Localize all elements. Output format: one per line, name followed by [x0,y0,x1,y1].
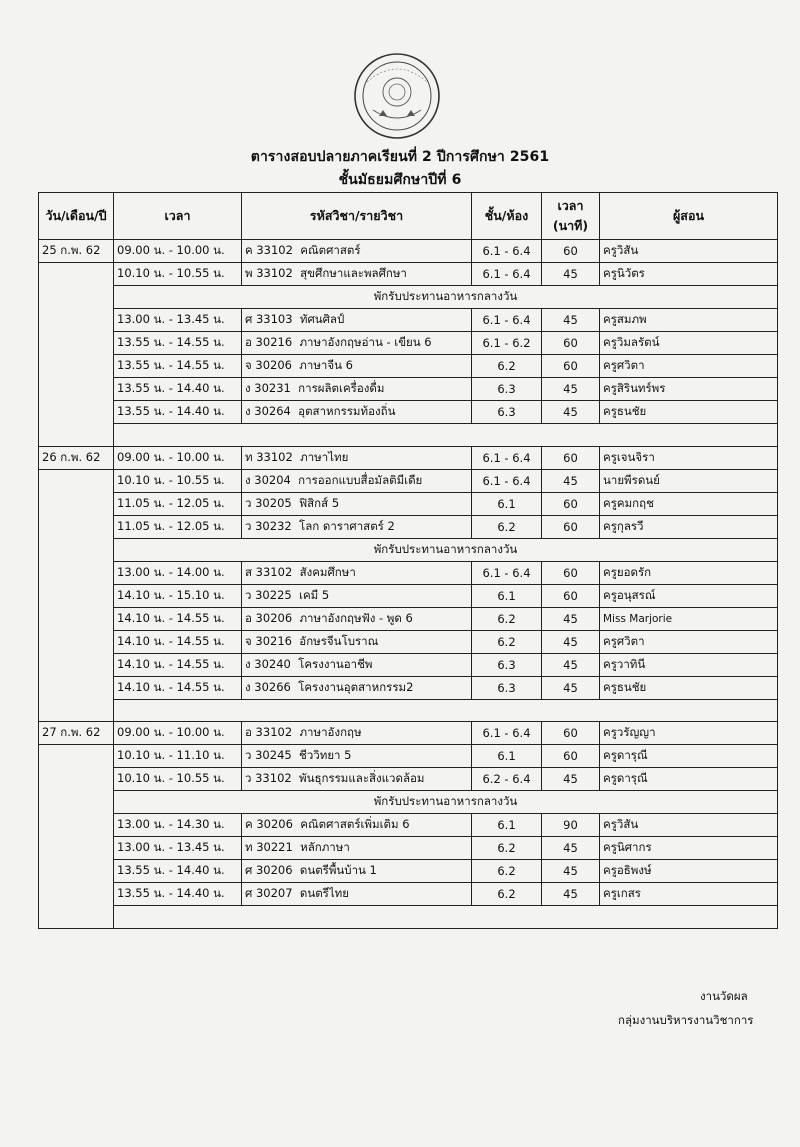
exam-room: 6.1 - 6.2 [472,332,542,355]
spacer-cell [114,424,778,447]
exam-teacher: ครูวาทินี [600,653,778,676]
exam-minutes: 45 [542,883,600,906]
exam-teacher: ครูสิรินทร์พร [600,378,778,401]
table-row [39,263,778,286]
table-row [39,653,778,676]
subject-code: ส 33102 [245,564,293,579]
day-spacer-row [39,424,778,447]
day-spacer-row [39,906,778,929]
subject-code: อ 30216 [245,335,293,349]
table-row [39,309,778,332]
table-row [39,722,778,745]
table-row [39,860,778,883]
exam-date-empty [39,309,114,332]
exam-date-empty [39,791,114,814]
subject-name: โครงงานอาชีพ [298,656,373,671]
exam-time: 14.10 น. - 14.55 น. [114,676,242,699]
exam-schedule-table [38,192,778,929]
exam-teacher: นายพีรดนย์ [600,469,778,492]
exam-teacher: Miss Marjorie [600,607,778,630]
exam-date-empty [39,653,114,676]
exam-room: 6.1 - 6.4 [472,561,542,584]
subject-code: ง 30231 [245,381,291,395]
subject-name: ภาษาจีน 6 [299,358,353,372]
exam-room: 6.1 - 6.4 [472,469,542,492]
table-row [39,446,778,469]
exam-date-empty [39,469,114,492]
table-row [39,630,778,653]
subject-code: จ 30216 [245,633,292,648]
exam-subject [242,378,472,401]
exam-teacher: ครูศวิตา [600,355,778,378]
exam-subject [242,561,472,584]
subject-name: ฟิสิกส์ 5 [299,495,340,510]
exam-teacher: ครูวิสัน [600,240,778,263]
exam-minutes: 90 [542,814,600,837]
exam-teacher: ครูนิศากร [600,837,778,860]
exam-date-empty [39,837,114,860]
table-row [39,355,778,378]
exam-minutes: 60 [542,240,600,263]
lunch-break-label: พักรับประทานอาหารกลางวัน [114,538,778,561]
subject-code: อ 30206 [245,610,293,625]
exam-teacher: ครูอนุสรณ์ [600,584,778,607]
exam-teacher: ครูวิมลรัตน์ [600,332,778,355]
lunch-break-label: พักรับประทานอาหารกลางวัน [114,791,778,814]
exam-date-empty [39,538,114,561]
exam-subject [242,240,472,263]
exam-teacher: ครูดารุณี [600,768,778,791]
exam-room: 6.1 - 6.4 [472,446,542,469]
exam-time: 13.55 น. - 14.40 น. [114,883,242,906]
exam-subject [242,355,472,378]
subject-name: ชีววิทยา 5 [299,748,352,762]
exam-minutes: 45 [542,263,600,286]
exam-date-empty [39,906,114,929]
subject-name: หลักภาษา [300,840,350,854]
header-room: ชั้น/ห้อง [472,193,542,240]
subject-code: ศ 33103 [245,312,293,326]
exam-subject [242,676,472,699]
exam-teacher: ครูวรัญญา [600,722,778,745]
table-row [39,837,778,860]
exam-minutes: 45 [542,768,600,791]
subject-separator [292,496,299,510]
subject-code: ค 33102 [245,243,293,257]
exam-room: 6.3 [472,401,542,424]
exam-time: 10.10 น. - 11.10 น. [114,745,242,768]
subject-code: ง 30240 [245,656,291,671]
subject-code: ว 30245 [245,748,292,762]
table-row [39,492,778,515]
exam-minutes: 45 [542,630,600,653]
exam-time: 13.00 น. - 14.00 น. [114,561,242,584]
exam-time: 09.00 น. - 10.00 น. [114,240,242,263]
exam-room: 6.1 - 6.4 [472,309,542,332]
lunch-break-label: พักรับประทานอาหารกลางวัน [114,286,778,309]
exam-room: 6.1 [472,584,542,607]
exam-time: 13.55 น. - 14.40 น. [114,378,242,401]
exam-time: 13.55 น. - 14.55 น. [114,355,242,378]
table-row [39,607,778,630]
subject-separator [292,565,299,579]
exam-subject [242,653,472,676]
exam-minutes: 60 [542,446,600,469]
exam-date-empty [39,378,114,401]
subject-name: คณิตศาสตร์เพิ่มเติม 6 [300,817,410,831]
subject-code: ว 30232 [245,518,292,533]
exam-time: 13.55 น. - 14.40 น. [114,860,242,883]
exam-minutes: 60 [542,355,600,378]
exam-date-empty [39,286,114,309]
exam-room: 6.2 [472,883,542,906]
subject-name: เคมี 5 [299,587,330,602]
subject-separator [292,588,299,602]
exam-time: 13.00 น. - 13.45 น. [114,837,242,860]
exam-room: 6.2 [472,515,542,538]
exam-time: 09.00 น. - 10.00 น. [114,722,242,745]
header-minutes [542,193,600,240]
exam-date-empty [39,492,114,515]
page-subtitle: ชั้นมัธยมศึกษาปีที่ 6 [338,172,462,188]
table-row [39,768,778,791]
exam-teacher: ครูกุลรวี [600,515,778,538]
exam-subject [242,860,472,883]
exam-subject [242,584,472,607]
day-spacer-row [39,699,778,722]
exam-time: 14.10 น. - 14.55 น. [114,630,242,653]
exam-teacher: ครูสมภพ [600,309,778,332]
exam-minutes: 60 [542,584,600,607]
subject-code: พ 33102 [245,266,293,280]
exam-date-empty [39,607,114,630]
exam-time: 14.10 น. - 14.55 น. [114,653,242,676]
subject-code: ง 30204 [245,472,291,487]
exam-date-empty [39,263,114,286]
exam-date-empty [39,424,114,447]
exam-date-empty [39,401,114,424]
subject-code: ว 30205 [245,495,292,510]
exam-room: 6.3 [472,653,542,676]
exam-minutes: 45 [542,401,600,424]
exam-subject [242,309,472,332]
exam-date-empty [39,355,114,378]
subject-separator [292,748,299,762]
header-date: วัน/เดือน/ปี [39,193,114,240]
exam-room: 6.1 [472,814,542,837]
exam-date-empty [39,883,114,906]
exam-room: 6.1 - 6.4 [472,722,542,745]
table-row [39,814,778,837]
exam-room: 6.2 [472,837,542,860]
subject-code: จ 30206 [245,358,292,372]
subject-separator [293,886,300,900]
exam-subject [242,263,472,286]
subject-name: ทัศนศิลป์ [299,312,345,326]
exam-room: 6.1 [472,492,542,515]
table-row [39,332,778,355]
exam-time: 13.55 น. - 14.40 น. [114,401,242,424]
exam-date: 27 ก.พ. 62 [39,722,114,745]
exam-time: 10.10 น. - 10.55 น. [114,263,242,286]
exam-date-empty [39,332,114,355]
exam-minutes: 60 [542,561,600,584]
lunch-break-row [39,538,778,561]
subject-name: ภาษาอังกฤษฟัง - พูด 6 [299,610,413,625]
exam-minutes: 45 [542,309,600,332]
exam-teacher: ครูวิสัน [600,814,778,837]
footer-group: กลุ่มงานบริหารงานวิชาการ [618,1013,754,1027]
exam-date-empty [39,860,114,883]
subject-name: การออกแบบสื่อมัลติมีเดีย [298,472,423,487]
exam-subject [242,814,472,837]
subject-name: ดนตรีไทย [299,886,349,900]
subject-name: การผลิตเครื่องดื่ม [298,381,385,395]
exam-subject [242,607,472,630]
lunch-break-row [39,791,778,814]
exam-room: 6.2 [472,630,542,653]
exam-teacher: ครูดารุณี [600,745,778,768]
subject-name: อุตสาหกรรมท้องถิ่น [298,404,396,418]
subject-name: สุขศึกษาและพลศึกษา [300,266,407,280]
subject-name: อักษรจีนโบราณ [299,633,379,648]
subject-code: ท 30221 [245,840,293,854]
exam-room: 6.1 - 6.4 [472,263,542,286]
exam-date: 26 ก.พ. 62 [39,446,114,469]
exam-teacher: ครูยอดรัก [600,561,778,584]
exam-subject [242,837,472,860]
exam-subject [242,446,472,469]
exam-minutes: 45 [542,378,600,401]
subject-name: ภาษาอังกฤษ [299,725,362,739]
exam-date: 25 ก.พ. 62 [39,240,114,263]
header-minutes-label: เวลา [557,198,584,213]
exam-date-empty [39,814,114,837]
exam-minutes: 45 [542,653,600,676]
exam-subject [242,745,472,768]
table-row [39,469,778,492]
exam-minutes: 60 [542,515,600,538]
exam-minutes: 45 [542,860,600,883]
page-title: ตารางสอบปลายภาคเรียนที่ 2 ปีการศึกษา 2561 [250,149,550,165]
subject-name: ภาษาไทย [300,449,349,464]
exam-teacher: ครูนิวัตร [600,263,778,286]
school-seal-logo [353,52,441,140]
exam-subject [242,515,472,538]
exam-time: 10.10 น. - 10.55 น. [114,469,242,492]
exam-minutes: 60 [542,332,600,355]
exam-room: 6.2 [472,355,542,378]
subject-separator [293,863,300,877]
exam-teacher: ครูเจนจิรา [600,446,778,469]
subject-code: ศ 30207 [245,886,293,900]
exam-teacher: ครูอธิพงษ์ [600,860,778,883]
table-row [39,883,778,906]
spacer-cell [114,906,778,929]
header-time: เวลา [114,193,242,240]
table-header-row [39,193,778,240]
header-teacher: ผู้สอน [600,193,778,240]
subject-separator [292,771,299,785]
subject-code: ง 30266 [245,679,291,694]
lunch-break-row [39,286,778,309]
exam-time: 13.00 น. - 13.45 น. [114,309,242,332]
table-body [39,240,778,929]
exam-teacher: ครูคมกฤช [600,492,778,515]
exam-subject [242,332,472,355]
exam-subject [242,630,472,653]
subject-name: พันธุกรรมและสิ่งแวดล้อม [299,771,425,785]
exam-time: 14.10 น. - 14.55 น. [114,607,242,630]
subject-code: ศ 30206 [245,863,293,877]
subject-name: ดนตรีพื้นบ้าน 1 [299,863,377,877]
subject-code: ว 30225 [245,587,292,602]
exam-minutes: 45 [542,837,600,860]
exam-teacher: ครูศวิตา [600,630,778,653]
spacer-cell [114,699,778,722]
exam-subject [242,768,472,791]
exam-date-empty [39,630,114,653]
subject-code: ท 33102 [245,449,293,464]
exam-time: 13.55 น. - 14.55 น. [114,332,242,355]
exam-time: 14.10 น. - 15.10 น. [114,584,242,607]
subject-name: คณิตศาสตร์ [300,243,361,257]
exam-subject [242,883,472,906]
exam-subject [242,722,472,745]
exam-time: 11.05 น. - 12.05 น. [114,515,242,538]
subject-code: ว 33102 [245,771,292,785]
subject-code: ง 30264 [245,404,291,418]
exam-minutes: 60 [542,492,600,515]
table-row [39,676,778,699]
exam-minutes: 45 [542,607,600,630]
table-row [39,561,778,584]
exam-time: 11.05 น. - 12.05 น. [114,492,242,515]
exam-time: 13.00 น. - 14.30 น. [114,814,242,837]
exam-subject [242,469,472,492]
exam-date-empty [39,515,114,538]
exam-room: 6.2 - 6.4 [472,768,542,791]
exam-time: 09.00 น. - 10.00 น. [114,446,242,469]
header-subject: รหัสวิชา/รายวิชา [242,193,472,240]
table-row [39,401,778,424]
exam-time: 10.10 น. - 10.55 น. [114,768,242,791]
subject-name: โลก ดาราศาสตร์ 2 [299,518,395,533]
exam-room: 6.3 [472,378,542,401]
exam-room: 6.1 - 6.4 [472,240,542,263]
exam-date-empty [39,676,114,699]
exam-date-empty [39,745,114,768]
subject-name: ภาษาอังกฤษอ่าน - เขียน 6 [299,335,432,349]
table-row [39,378,778,401]
subject-separator [293,312,300,326]
exam-room: 6.3 [472,676,542,699]
footer-department: งานวัดผล [700,989,748,1003]
exam-subject [242,492,472,515]
exam-room: 6.2 [472,607,542,630]
exam-minutes: 45 [542,676,600,699]
subject-code: อ 33102 [245,725,293,739]
exam-room: 6.2 [472,860,542,883]
exam-teacher: ครูธนชัย [600,401,778,424]
exam-date-empty [39,584,114,607]
subject-separator [292,519,299,533]
table-row [39,745,778,768]
table-row [39,240,778,263]
table-row [39,515,778,538]
exam-minutes: 60 [542,745,600,768]
subject-name: สังคมศึกษา [299,564,356,579]
exam-date-empty [39,699,114,722]
exam-room: 6.1 [472,745,542,768]
exam-teacher: ครูเกสร [600,883,778,906]
exam-minutes: 45 [542,469,600,492]
exam-date-empty [39,561,114,584]
exam-minutes: 60 [542,722,600,745]
subject-name: โครงงานอุตสาหกรรม2 [298,679,414,694]
exam-subject [242,401,472,424]
exam-date-empty [39,768,114,791]
subject-code: ค 30206 [245,817,293,831]
header-minutes-unit: (นาที) [552,218,589,233]
table-row [39,584,778,607]
exam-teacher: ครูธนชัย [600,676,778,699]
